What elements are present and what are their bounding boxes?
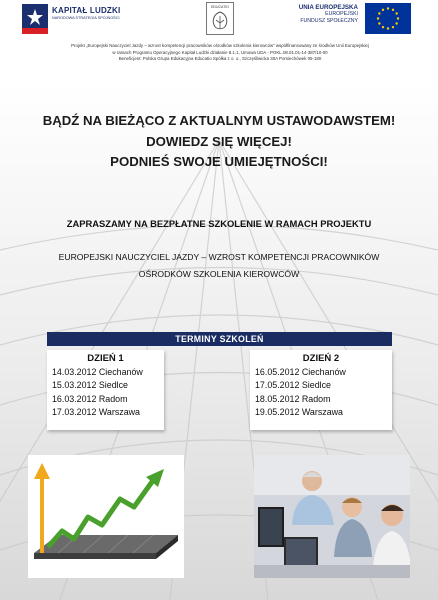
project-info — [24, 43, 416, 63]
eu-flag-icon — [365, 3, 411, 34]
day-1-item: 14.03.2012 Ciechanów — [52, 367, 143, 377]
day-2-box — [250, 350, 392, 430]
day-1-item: 17.03.2012 Warszawa — [52, 407, 140, 418]
kapital-ludzki-subtitle: NARODOWA STRATEGIA SPÓJNOŚCI — [52, 16, 120, 20]
educatio-logo-icon — [207, 10, 233, 34]
day-1-item: 15.03.2012 Siedlce — [52, 380, 128, 391]
eu-logo-text — [268, 4, 358, 24]
educatio-logo-text: EDUCATIO — [211, 5, 229, 9]
project-name-line-1: EUROPEJSKI NAUCZYCIEL JAZDY – WZROST KOMPETENCJI PRACOWNIKÓW — [58, 252, 380, 262]
day-2-item: 17.05.2012 Siedlce — [255, 380, 331, 391]
day-1-item: 16.03.2012 Radom — [52, 393, 128, 404]
day-1-title: DZIEŃ 1 — [87, 353, 124, 364]
eu-line-2: FUNDUSZ SPOŁECZNY — [300, 17, 358, 24]
eu-star — [387, 27, 389, 29]
header — [0, 0, 438, 80]
growth-chart-icon — [28, 455, 184, 578]
project-info-line-2: w ramach Programu Operacyjnego Kapitał Ludzki działanie 8.1.1, Umowa UDA - POKL.08.01.01-14-387/10-00 — [112, 49, 328, 55]
eu-star — [397, 17, 399, 19]
headline-line-1: BĄDŹ NA BIEŻĄCO Z AKTUALNYM USTAWODAWSTEM! — [42, 113, 396, 128]
eu-star — [378, 12, 380, 14]
day-2-title: DZIEŃ 2 — [302, 353, 340, 364]
headline-line-3: PODNIEŚ SWOJE UMIEJĘTNOŚCI! — [110, 154, 328, 169]
project-info-line-1: Projekt „Europejski Nauczyciel Jazdy – wzrost kompetencji pracowników ośrodków szkolenia kierowców” współfinansowany ze środków Unii Europejskiej — [71, 43, 369, 48]
headline-line-2: DOWIEDZ SIĘ WIĘCEJ! — [146, 133, 292, 149]
eu-star — [382, 9, 384, 11]
eu-line-1: EUROPEJSKI — [325, 11, 358, 17]
headline — [0, 111, 438, 173]
day-2-item: 16.05.2012 Ciechanów — [255, 367, 346, 377]
kapital-ludzki-logo-icon — [22, 4, 48, 34]
invite-text: ZAPRASZAMY NA BEZPŁATNE SZKOLENIE W RAMACH PROJEKTU — [66, 218, 372, 229]
eu-star — [382, 26, 384, 28]
day-2-item: 19.05.2012 Warszawa — [255, 407, 343, 418]
eu-star — [387, 7, 389, 9]
eu-star — [392, 26, 394, 28]
kapital-ludzki-name: KAPITAŁ LUDZKI — [52, 6, 121, 15]
eu-title: UNIA EUROPEJSKA — [298, 4, 358, 11]
project-name-line-2: OŚRODKÓW SZKOLENIA KIEROWCÓW — [138, 269, 300, 279]
eu-star — [377, 17, 379, 19]
educatio-logo — [206, 2, 234, 35]
day-2-item: 18.05.2012 Radom — [255, 393, 331, 404]
project-name — [0, 249, 438, 283]
project-info-line-3: Beneficjent: Polska Grupa Edukacyjna Educatio Spółka z o. o., Szczęśliwicka 30A Pomiechówek 05-180 — [118, 56, 322, 62]
eu-star — [395, 22, 397, 24]
kapital-ludzki-logo — [22, 4, 152, 36]
eu-star — [395, 12, 397, 14]
terms-title: TERMINY SZKOLEŃ — [47, 332, 392, 346]
eu-star — [378, 22, 380, 24]
eu-star — [392, 9, 394, 11]
training-photo — [254, 455, 410, 578]
day-1-box — [47, 350, 164, 430]
